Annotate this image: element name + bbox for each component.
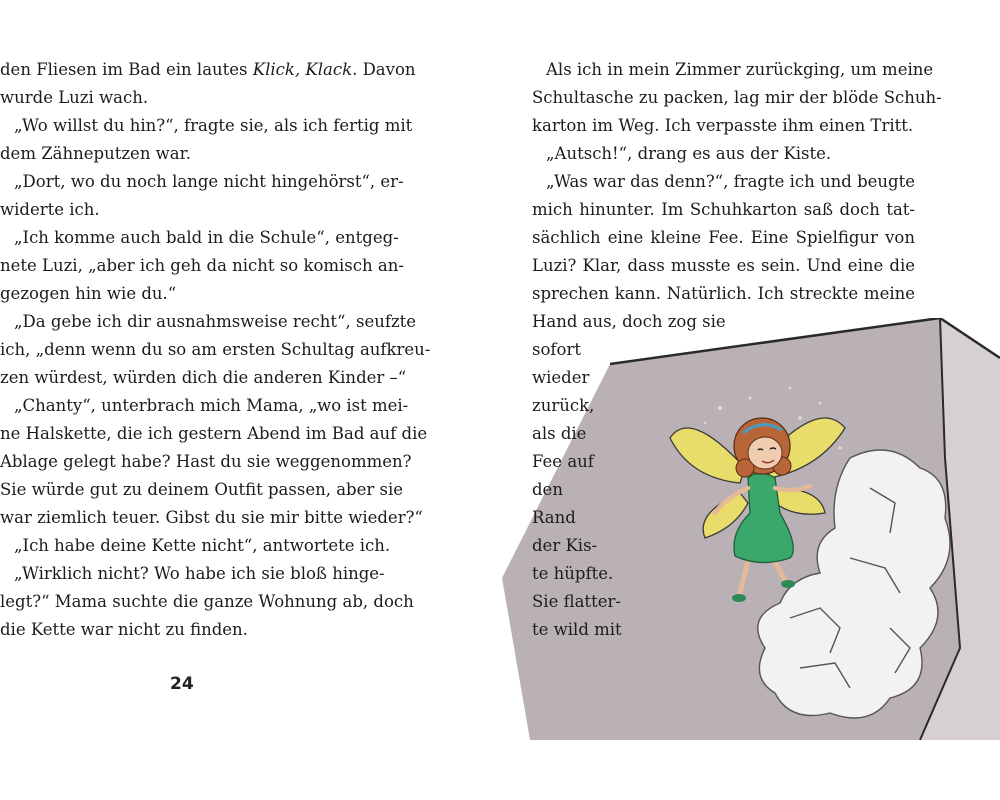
text-line: Sie würde gut zu deinem Outfit passen, aber sie <box>0 480 404 499</box>
text-line: ne Halskette, die ich gestern Abend im Bad auf die <box>0 424 428 443</box>
text-line: legt?“ Mama suchte die ganze Wohnung ab, doch <box>0 592 414 611</box>
right-page-text <box>532 56 942 644</box>
text-line: Ablage gelegt habe? Hast du sie weggenommen? <box>0 452 412 471</box>
text-line: ich, „denn wenn du so am ersten Schultag aufkreu- <box>0 340 431 359</box>
text-line: Rand <box>532 508 576 527</box>
text-line: Luzi? Klar, dass musste es sein. Und eine die <box>532 256 915 275</box>
text-line: „Chanty“, unterbrach mich Mama, „wo ist mei- <box>14 396 409 415</box>
text-line: die Kette war nicht zu finden. <box>0 620 248 639</box>
text-line: „Was war das denn?“, fragte ich und beugte <box>546 172 915 191</box>
left-page <box>0 0 490 800</box>
text-line: te wild mit <box>532 620 622 639</box>
text-line: den <box>532 480 563 499</box>
text-line: der Kis- <box>532 536 598 555</box>
text-line: Als ich in mein Zimmer zurückging, um meine <box>546 60 934 79</box>
text-line: als die <box>532 424 587 443</box>
text-line: zurück, <box>532 396 595 415</box>
text-line: Sie flatter- <box>532 592 621 611</box>
left-page-text <box>0 56 431 644</box>
text-line: den Fliesen im Bad ein lautes Klick, Klack. Davon <box>0 60 416 79</box>
text-line: Fee auf <box>532 452 594 471</box>
text-line: Hand aus, doch zog sie <box>532 312 726 331</box>
text-line: mich hinunter. Im Schuhkarton saß doch tat- <box>532 200 915 219</box>
text-line: „Wirklich nicht? Wo habe ich sie bloß hinge- <box>14 564 385 583</box>
text-line: zen würdest, würden dich die anderen Kinder –“ <box>0 368 407 387</box>
text-line: Schultasche zu packen, lag mir der blöde Schuh- <box>532 88 942 107</box>
text-line: wieder <box>532 368 590 387</box>
text-line: gezogen hin wie du.“ <box>0 284 177 303</box>
text-line: karton im Weg. Ich verpasste ihm einen Tritt. <box>532 116 914 135</box>
text-line: „Ich habe deine Kette nicht“, antwortete ich. <box>14 536 391 555</box>
text-line: „Autsch!“, drang es aus der Kiste. <box>546 144 832 163</box>
text-line: war ziemlich teuer. Gibst du sie mir bitte wieder?“ <box>0 508 423 527</box>
text-line: wurde Luzi wach. <box>0 88 149 107</box>
text-line: „Da gebe ich dir ausnahmsweise recht“, seufzte <box>14 312 417 331</box>
text-line: te hüpfte. <box>532 564 614 583</box>
text-line: nete Luzi, „aber ich geh da nicht so komisch an- <box>0 256 404 275</box>
right-page <box>490 0 1000 800</box>
text-line: sächlich eine kleine Fee. Eine Spielfigur von <box>532 228 915 247</box>
text-line: sprechen kann. Natürlich. Ich streckte meine <box>532 284 915 303</box>
text-line: „Wo willst du hin?“, fragte sie, als ich fertig mit <box>14 116 413 135</box>
text-line: „Ich komme auch bald in die Schule“, entgeg- <box>14 228 399 247</box>
text-line: „Dort, wo du noch lange nicht hingehörst“, er- <box>14 172 404 191</box>
text-line: dem Zähneputzen war. <box>0 144 191 163</box>
text-line: widerte ich. <box>0 200 100 219</box>
page-number: 24 <box>170 674 194 694</box>
text-line: sofort <box>532 340 581 359</box>
